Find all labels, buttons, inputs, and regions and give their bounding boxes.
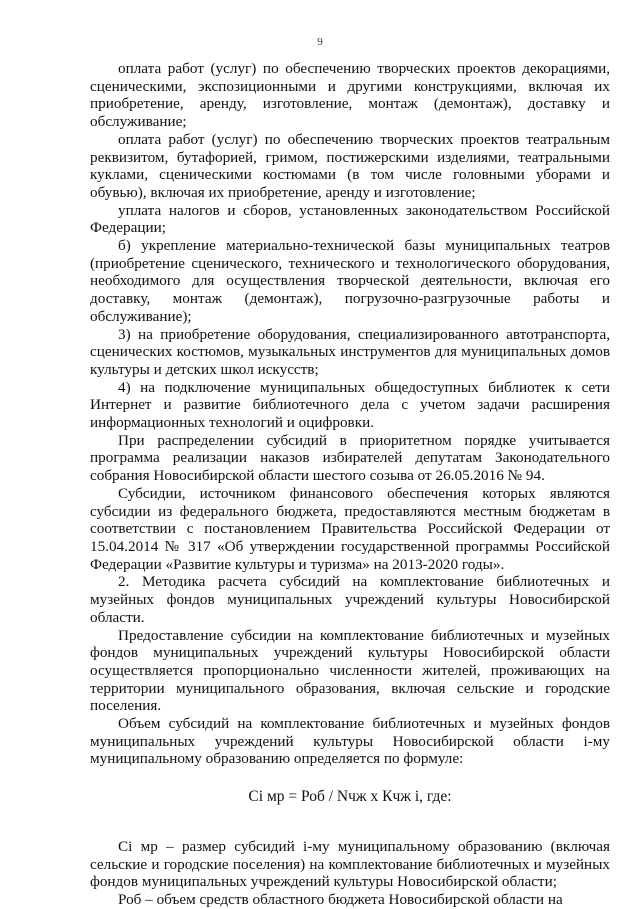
paragraph: Субсидии, источником финансового обеспечения которых являются субсидии из федерального бюджета, предоставляются местным бюджетам в соответствии с постановлением Правительства Российской Федерации от 15.04.2014 № 317 «Об утверждении государственной программы Российской Федерации «Развитие культуры и туризма» на 2013-2020 годы».: [90, 484, 610, 573]
paragraph: 4) на подключение муниципальных общедоступных библиотек к сети Интернет и развитие библиотечного дела с учетом задачи расширения информационных технологий и оцифровки.: [90, 378, 610, 432]
paragraph: Объем субсидий на комплектование библиотечных и музейных фондов муниципальных учреждений культуры Новосибирской области i-му муниципальному образованию определяется по формуле:: [90, 715, 610, 768]
paragraph: Предоставление субсидии на комплектование библиотечных и музейных фондов муниципальных учреждений культуры Новосибирской области осуществляется пропорционально численности жителей, проживающих на территории муниципального образования, включая сельские и городские поселения.: [90, 626, 610, 715]
formula: Ci мр = Роб / Nчж х Кчж i, где:: [248, 788, 452, 806]
document-body: [90, 60, 610, 909]
section-heading: 2. Методика расчета субсидий на комплектование библиотечных и музейных фондов муниципальных учреждений культуры Новосибирской области.: [90, 573, 610, 626]
paragraph: б) укрепление материально-технической базы муниципальных театров (приобретение сценического, технического и технологического оборудования, необходимого для осуществления творческой деятельности, включая его доставку, монтаж (демонтаж), погрузочно-разгрузочные работы и обслуживание);: [90, 237, 610, 325]
page-number: 9: [317, 36, 323, 48]
paragraph: При распределении субсидий в приоритетном порядке учитывается программа реализации наказов избирателей депутатам Законодательного собрания Новосибирской области шестого созыва от 26.05.2016 № 94.: [90, 431, 610, 485]
definition: Роб – объем средств областного бюджета Новосибирской области на: [118, 890, 563, 908]
paragraph: уплата налогов и сборов, установленных законодательством Российской Федерации;: [90, 201, 610, 237]
paragraph: 3) на приобретение оборудования, специализированного автотранспорта, сценических костюмов, музыкальных инструментов для муниципальных домов культуры и детских школ искусств;: [90, 325, 610, 378]
paragraph: оплата работ (услуг) по обеспечению творческих проектов театральным реквизитом, бутафорией, гримом, постижерскими изделиями, театральными куклами, сценическими костюмами (в том числе головными уборами и обувью), включая их приобретение, аренду и изготовление;: [90, 130, 610, 201]
definition: Ci мр – размер субсидий i-му муниципальному образованию (включая сельские и городские поселения) на комплектование библиотечных и музейных фондов муниципальных учреждений культуры Новосибирской области;: [90, 837, 610, 891]
paragraph: оплата работ (услуг) по обеспечению творческих проектов декорациями, сценическими, экспозиционными и другими конструкциями, включая их приобретение, аренду, изготовление, монтаж (демонтаж), доставку и обслуживание;: [90, 60, 610, 131]
